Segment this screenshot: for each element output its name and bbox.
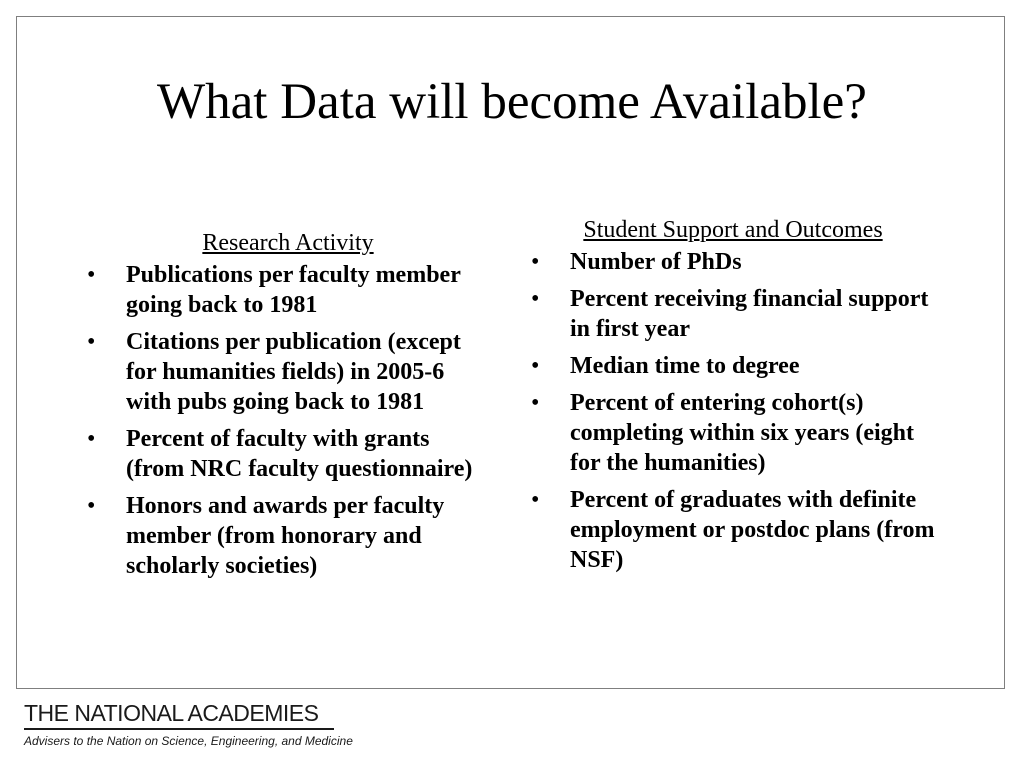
list-item	[528, 351, 938, 381]
student-support-column	[528, 215, 938, 582]
national-academies-logo	[24, 700, 353, 749]
list-item	[84, 260, 492, 320]
list-item-text: Percent of graduates with definite employment or postdoc plans (from NSF)	[570, 487, 935, 573]
bullet-icon: •	[531, 249, 540, 275]
student-support-heading: Student Support and Outcomes	[583, 217, 883, 243]
list-item	[84, 491, 492, 581]
student-support-list	[528, 247, 938, 575]
bullet-icon: •	[531, 286, 540, 312]
bullet-icon: •	[87, 493, 96, 519]
list-item-text: Percent of entering cohort(s) completing within six years (eight for the humanities)	[570, 390, 914, 476]
research-activity-heading: Research Activity	[202, 230, 374, 256]
bullet-icon: •	[531, 353, 540, 379]
slide-title: What Data will become Available?	[157, 74, 867, 130]
bullet-icon: •	[531, 487, 540, 513]
bullet-icon: •	[87, 426, 96, 452]
list-item	[528, 284, 938, 344]
list-item	[84, 424, 492, 484]
list-item-text: Honors and awards per faculty member (from honorary and scholarly societies)	[126, 493, 445, 579]
research-activity-column	[84, 228, 492, 588]
list-item-text: Number of PhDs	[570, 249, 742, 275]
list-item-text: Citations per publication (except for humanities fields) in 2005-6 with pubs going back to 1981	[126, 329, 461, 415]
list-item	[528, 247, 938, 277]
list-item-text: Percent receiving financial support in first year	[570, 286, 929, 342]
logo-tagline: Advisers to the Nation on Science, Engineering, and Medicine	[24, 734, 353, 748]
bullet-icon: •	[87, 329, 96, 355]
list-item	[84, 327, 492, 417]
bullet-icon: •	[87, 262, 96, 288]
list-item-text: Publications per faculty member going back to 1981	[126, 262, 461, 318]
list-item	[528, 388, 938, 478]
research-activity-list	[84, 260, 492, 581]
list-item-text: Median time to degree	[570, 353, 800, 379]
logo-name: THE NATIONAL ACADEMIES	[24, 700, 334, 730]
list-item	[528, 485, 938, 575]
bullet-icon: •	[531, 390, 540, 416]
list-item-text: Percent of faculty with grants (from NRC faculty questionnaire)	[126, 426, 473, 482]
